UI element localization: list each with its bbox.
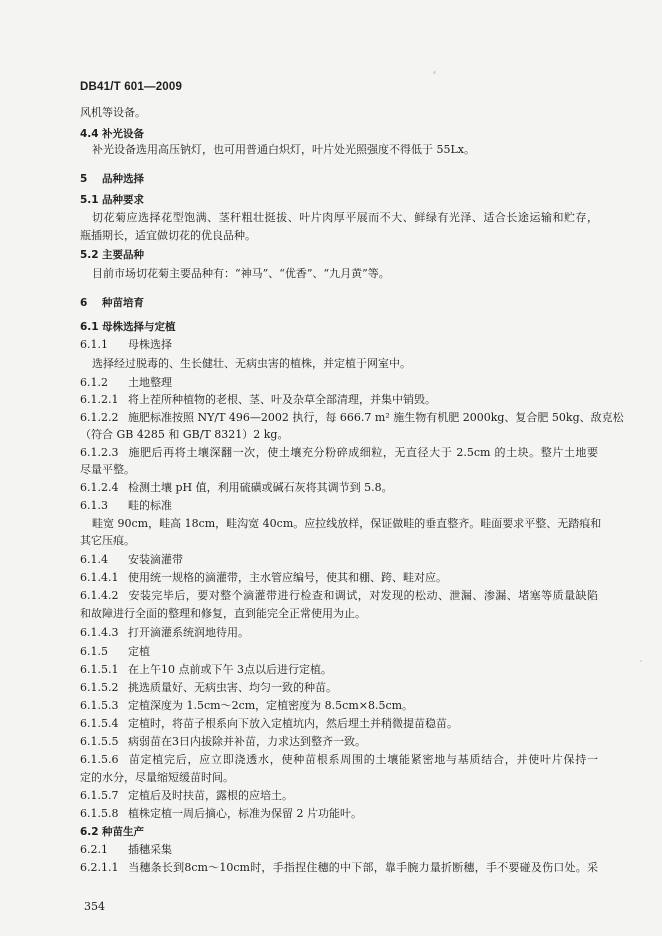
numbered-clause	[80, 553, 598, 567]
clause-text: 母株选择	[128, 338, 172, 351]
clause-number: 6.1.5.7	[80, 789, 119, 802]
body-text-line	[92, 143, 598, 157]
clause-text: 畦宽 90cm，畦高 18cm，畦沟宽 40cm。应拉线放样，保证做畦的垂直整齐。畦面要求平整、无踏痕和	[92, 517, 602, 530]
heading-text: 母株选择与定植	[102, 321, 176, 333]
clause-number: 6.1.5.6	[80, 753, 119, 766]
numbered-clause	[80, 393, 598, 407]
clause-number: 6.1.3	[80, 499, 108, 512]
clause-number: 6.1.4	[80, 553, 108, 566]
numbered-clause	[80, 717, 598, 731]
clause-text: 定植	[128, 645, 150, 658]
section-heading	[80, 127, 598, 141]
page-number: 354	[84, 900, 105, 913]
numbered-clause	[80, 411, 624, 425]
clause-number: 6.1.4.1	[80, 571, 119, 584]
heading-text: 品种要求	[102, 194, 144, 206]
clause-number: 6.1.2	[80, 376, 108, 389]
clause-text: 插穗采集	[128, 843, 172, 856]
heading-text: 种苗培育	[102, 297, 144, 309]
numbered-clause	[80, 499, 598, 513]
body-text-line	[80, 607, 598, 621]
body-text-line	[80, 463, 598, 477]
body-text-line	[92, 211, 598, 225]
scan-speck	[640, 660, 642, 662]
clause-number: 6.1.4.2	[80, 589, 119, 602]
section-heading	[80, 172, 598, 186]
clause-text: 补光设备选用高压钠灯，也可用普通白炽灯，叶片处光照强度不得低于 55Lx。	[92, 143, 475, 156]
clause-number: 5.2	[80, 249, 99, 261]
clause-number: 6.1.1	[80, 338, 108, 351]
clause-text: 挑选质量好、无病虫害、均匀一致的种苗。	[128, 681, 337, 694]
clause-number: 6.2	[80, 826, 99, 838]
clause-text: 病弱苗在3日内拔除并补苗，力求达到整齐一致。	[128, 735, 366, 748]
clause-text: 风机等设备。	[80, 106, 146, 119]
numbered-clause	[80, 861, 598, 875]
clause-text: 定的水分，尽量缩短缓苗时间。	[80, 771, 234, 784]
clause-text: 定植深度为 1.5cm～2cm，定植密度为 8.5cm×8.5cm。	[128, 699, 414, 712]
numbered-clause	[80, 589, 598, 603]
clause-number: 6.1.5.3	[80, 699, 119, 712]
standard-number-header: DB41/T 601—2009	[80, 81, 183, 93]
clause-text: 施肥后再将土壤深翻一次，使土壤充分粉碎成细粒，无直径大于 2.5cm 的土块。整片土地要	[128, 446, 598, 459]
heading-text: 种苗生产	[102, 826, 144, 838]
clause-number: 6.1.5	[80, 645, 108, 658]
numbered-clause	[80, 376, 598, 390]
clause-text: 和故障进行全面的整理和修复，直到能完全正常使用为止。	[80, 607, 366, 620]
clause-number: 6.1.2.1	[80, 393, 119, 406]
section-heading	[80, 193, 598, 207]
scan-speck	[433, 71, 436, 74]
clause-text: 当穗条长到8cm～10cm时，手指捏住穗的中下部，靠手腕力量折断穗，手不要碰及伤口处。采	[128, 861, 598, 874]
heading-text: 主要品种	[102, 249, 144, 261]
heading-text: 补光设备	[102, 128, 144, 140]
clause-text: 将上茬所种植物的老根、茎、叶及杂草全部清理，并集中销毁。	[128, 393, 436, 406]
clause-text: 土地整理	[128, 376, 172, 389]
clause-text: 切花菊应选择花型饱满、茎秆粗壮挺拔、叶片肉厚平展而不大、鲜绿有光泽、适合长途运输和贮存，	[92, 211, 598, 224]
numbered-clause	[80, 789, 598, 803]
clause-text: 定植后及时扶苗，露根的应培土。	[128, 789, 293, 802]
clause-text: 安装滴灌带	[128, 553, 183, 566]
clause-number: 5	[80, 173, 88, 185]
body-text-line	[80, 229, 598, 243]
clause-text: 瓶插期长，适宜做切花的优良品种。	[80, 229, 256, 242]
clause-number: 4.4	[80, 128, 99, 140]
clause-number: 6.1.5.2	[80, 681, 119, 694]
clause-number: 6.2.1.1	[80, 861, 119, 874]
clause-text: 畦的标准	[128, 499, 172, 512]
numbered-clause	[80, 843, 598, 857]
numbered-clause	[80, 735, 598, 749]
clause-text: 施肥标准按照 NY/T 496—2002 执行，每 666.7 m² 施生物有机肥 2000kg、复合肥 50kg、敌克松	[128, 411, 624, 424]
heading-text: 品种选择	[102, 173, 144, 185]
clause-text: 检测土壤 pH 值，利用硫磺或碱石灰将其调节到 5.8。	[128, 481, 393, 494]
clause-text: （符合 GB 4285 和 GB/T 8321）2 kg。	[80, 428, 289, 441]
section-heading	[80, 320, 598, 334]
clause-number: 6.1.5.4	[80, 717, 119, 730]
section-heading	[80, 296, 598, 310]
body-text-line	[80, 428, 598, 442]
clause-text: 植株定植一周后摘心，标准为保留 2 片功能叶。	[128, 807, 362, 820]
clause-number: 6.1	[80, 321, 99, 333]
clause-text: 打开滴灌系统润地待用。	[128, 626, 249, 639]
numbered-clause	[80, 753, 598, 767]
section-heading	[80, 825, 598, 839]
clause-text: 在上午10 点前或下午 3点以后进行定植。	[128, 663, 332, 676]
numbered-clause	[80, 807, 598, 821]
numbered-clause	[80, 481, 598, 495]
clause-number: 6.1.5.5	[80, 735, 119, 748]
clause-number: 6.1.5.8	[80, 807, 119, 820]
clause-number: 6.1.4.3	[80, 626, 119, 639]
clause-text: 选择经过脱毒的、生长健壮、无病虫害的植株，并定植于网室中。	[92, 357, 411, 370]
clause-number: 6	[80, 297, 88, 309]
clause-number: 6.1.5.1	[80, 663, 119, 676]
clause-number: 6.1.2.4	[80, 481, 119, 494]
clause-text: 安装完毕后，要对整个滴灌带进行检查和调试，对发现的松动、泄漏、渗漏、堵塞等质量缺陷	[128, 589, 598, 602]
numbered-clause	[80, 681, 598, 695]
clause-number: 6.2.1	[80, 843, 108, 856]
clause-text: 使用统一规格的滴灌带，主水管应编号，使其和棚、跨、畦对应。	[128, 571, 447, 584]
numbered-clause	[80, 338, 598, 352]
clause-number: 5.1	[80, 194, 99, 206]
clause-text: 定植时，将苗子根系向下放入定植坑内，然后埋土并稍微提苗稳苗。	[128, 717, 458, 730]
clause-text: 其它压痕。	[80, 534, 135, 547]
body-text-line	[80, 534, 598, 548]
body-text-line	[80, 771, 598, 785]
numbered-clause	[80, 626, 598, 640]
body-text-line	[92, 517, 602, 531]
body-text-line	[80, 106, 598, 120]
clause-text: 尽量平整。	[80, 463, 135, 476]
clause-number: 6.1.2.2	[80, 411, 119, 424]
section-heading	[80, 248, 598, 262]
clause-number: 6.1.2.3	[80, 446, 119, 459]
numbered-clause	[80, 571, 598, 585]
body-text-line	[92, 357, 598, 371]
numbered-clause	[80, 446, 598, 460]
clause-text: 目前市场切花菊主要品种有：“神马”、“优香”、“九月黄”等。	[92, 267, 390, 280]
body-text-line	[92, 267, 598, 281]
numbered-clause	[80, 663, 598, 677]
numbered-clause	[80, 645, 598, 659]
numbered-clause	[80, 699, 598, 713]
clause-text: 苗定植完后，应立即浇透水，使种苗根系周围的土壤能紧密地与基质结合，并使叶片保持一	[128, 753, 598, 766]
